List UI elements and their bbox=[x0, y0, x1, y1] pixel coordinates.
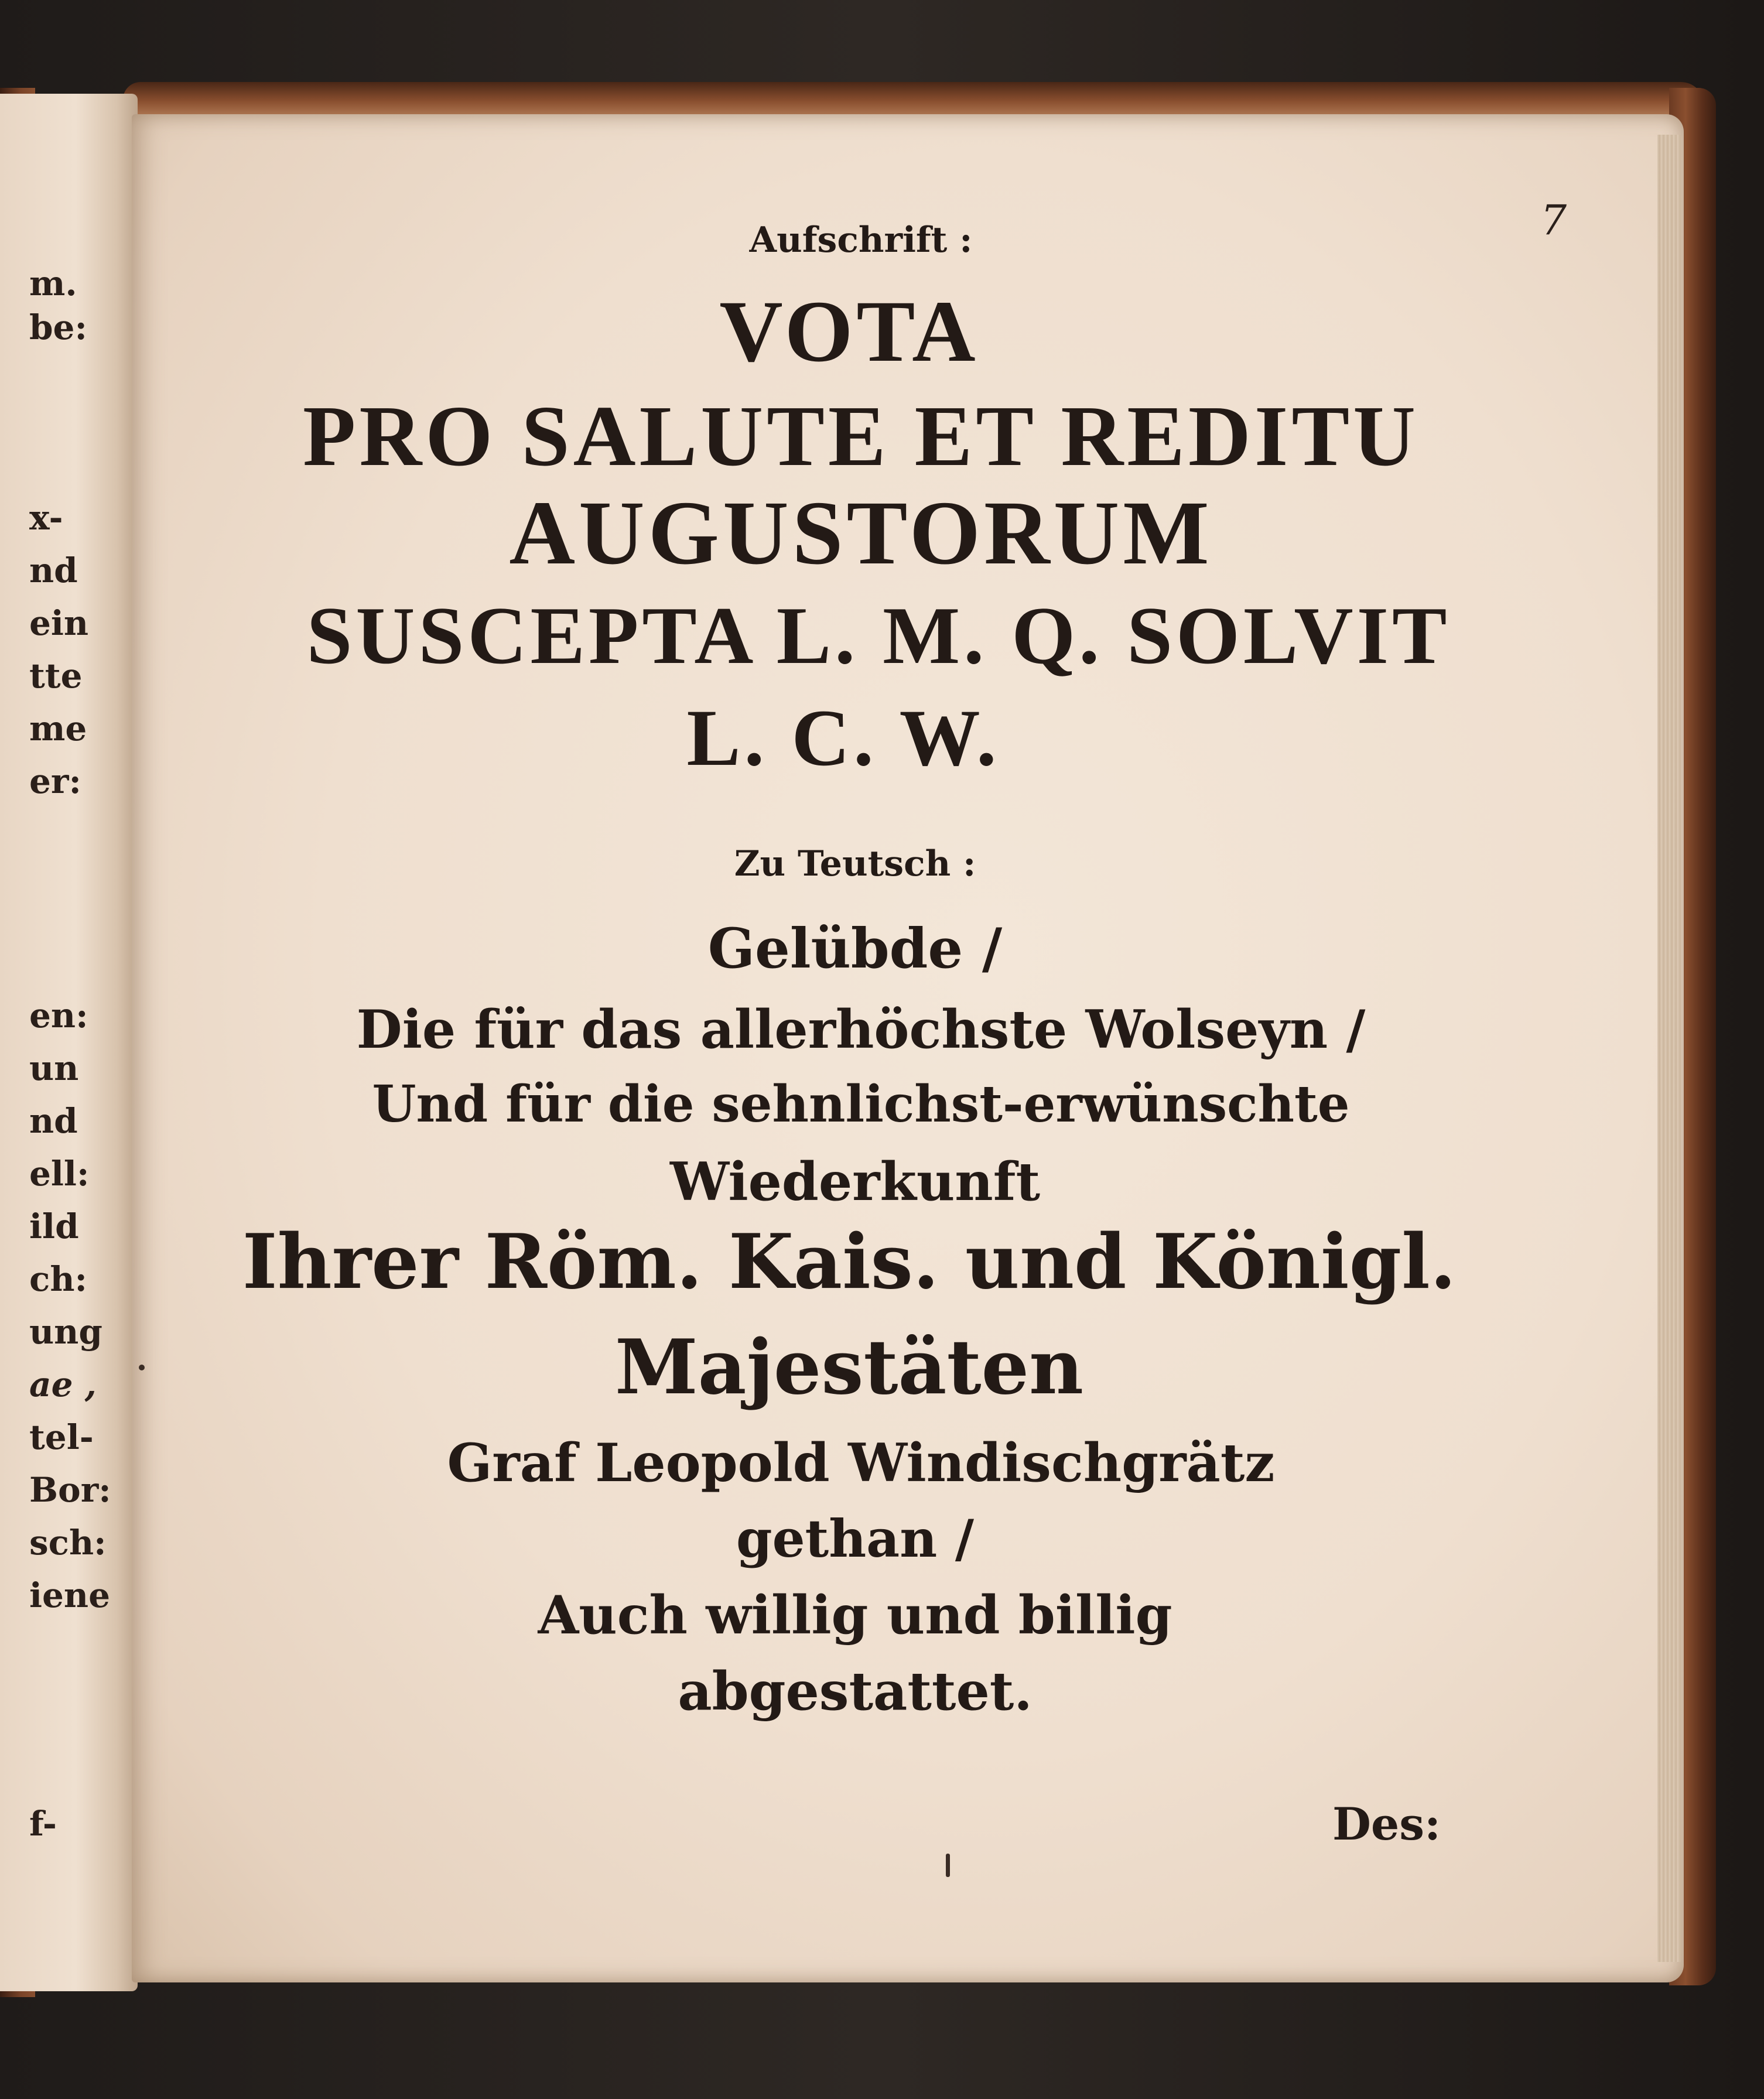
left-page-fragment: iene bbox=[29, 1575, 111, 1615]
german-line: Die für das allerhöchste Wolseyn / bbox=[356, 999, 1366, 1061]
latin-title-line: VOTA bbox=[719, 283, 979, 380]
german-line: Auch willig und billig bbox=[538, 1584, 1172, 1646]
german-line: Majestäten bbox=[614, 1324, 1084, 1411]
german-line: Gelübde / bbox=[707, 917, 1003, 981]
left-page-fragment: sch: bbox=[29, 1523, 107, 1563]
left-page-fragment: ch: bbox=[29, 1259, 87, 1299]
left-page-fragment: ell: bbox=[29, 1154, 90, 1194]
left-page-fragment: tel- bbox=[29, 1417, 94, 1457]
german-line: Graf Leopold Windischgrätz bbox=[447, 1432, 1275, 1494]
german-line: Wiederkunft bbox=[669, 1151, 1041, 1213]
german-line: Ihrer Röm. Kais. und Königl. bbox=[242, 1218, 1457, 1306]
left-page-fragment: x- bbox=[29, 498, 63, 538]
catchword: Des: bbox=[1332, 1798, 1441, 1850]
left-page-fragment: nd bbox=[29, 1101, 78, 1141]
left-page-fragment: m. bbox=[29, 264, 77, 303]
left-page-fragment: ae , bbox=[29, 1365, 97, 1404]
left-page-fragment: un bbox=[29, 1048, 79, 1088]
left-page-fragment: en: bbox=[29, 996, 88, 1035]
translation-heading: Zu Teutsch : bbox=[734, 843, 976, 884]
latin-title-line: SUSCEPTA L. M. Q. SOLVIT bbox=[306, 590, 1451, 681]
german-line: abgestattet. bbox=[678, 1660, 1033, 1722]
ink-speck bbox=[946, 1854, 950, 1877]
latin-title-line: PRO SALUTE ET REDITU bbox=[302, 388, 1420, 484]
latin-title-line: AUGUSTORUM bbox=[509, 482, 1213, 583]
left-page-fragment: er: bbox=[29, 761, 81, 801]
left-page-fragment: f- bbox=[29, 1804, 57, 1844]
left-page-fragment: nd bbox=[29, 551, 78, 590]
left-page-fragment: me bbox=[29, 709, 87, 748]
section-heading: Aufschrift : bbox=[749, 220, 973, 261]
latin-title-line: L. C. W. bbox=[686, 693, 1000, 782]
german-line: gethan / bbox=[736, 1508, 974, 1569]
german-line: Und für die sehnlichst-erwünschte bbox=[372, 1075, 1350, 1134]
page-text bbox=[132, 114, 1684, 1982]
ink-speck bbox=[139, 1365, 145, 1370]
left-page-fragment: ild bbox=[29, 1206, 79, 1246]
left-page-fragment: tte bbox=[29, 656, 83, 696]
book-cover-top-edge bbox=[123, 82, 1704, 117]
left-page-fragment: Bor: bbox=[29, 1470, 111, 1510]
left-page-fragment: ein bbox=[29, 603, 89, 643]
page-number: 7 bbox=[1540, 196, 1567, 244]
left-page-fragment: be: bbox=[29, 307, 87, 347]
left-page-fragment: ung bbox=[29, 1312, 102, 1352]
